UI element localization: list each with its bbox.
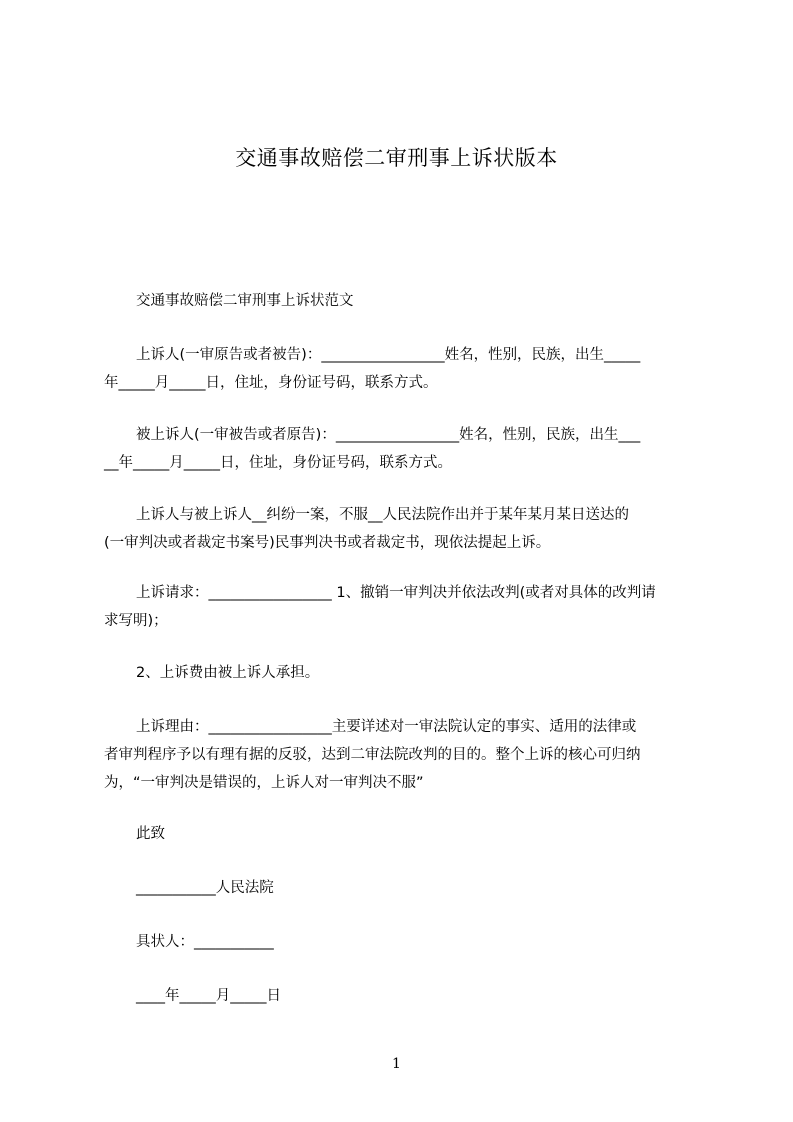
date-paragraph [104, 982, 736, 1010]
court-paragraph [104, 874, 736, 902]
appeal-reason-paragraph [104, 713, 704, 797]
case-statement-line-2: (一审判决或者裁定书案号)民事判决书或者裁定书，现依法提起上诉。 [104, 535, 551, 551]
appeal-reason-line-3: 为，“一审判决是错误的，上诉人对一审判决不服” [104, 775, 424, 791]
appeal-reason-line-1: 上诉理由：_________________主要详述对一审法院认定的事实、适用的法律或 [136, 719, 637, 735]
appellee-line-2: __年_____月_____日，住址，身份证号码，联系方式。 [104, 455, 452, 471]
appeal-request-paragraph [104, 579, 704, 635]
case-statement-paragraph [104, 501, 704, 557]
request-item-2-paragraph [104, 659, 736, 687]
page-number: 1 [392, 1056, 401, 1072]
signer-paragraph [104, 928, 736, 956]
appellant-line-1: 上诉人(一审原告或者被告)：_________________姓名，性别，民族，出生_____ [136, 347, 641, 363]
document-title: 交通事故赔偿二审刑事上诉状版本 [235, 146, 558, 170]
appeal-request-line-1: 上诉请求：_________________ 1、撤销一审判决并依法改判(或者对具体的改判请 [136, 585, 656, 601]
subtitle-line: 交通事故赔偿二审刑事上诉状范文 [136, 293, 354, 309]
request-item-2-line: 2、上诉费由被上诉人承担。 [136, 665, 320, 681]
date-line: ____年_____月_____日 [136, 988, 281, 1004]
appellee-line-1: 被上诉人(一审被告或者原告)：_________________姓名，性别，民族，出生___ [136, 427, 641, 443]
appellant-line-2: 年_____月_____日，住址，身份证号码，联系方式。 [104, 375, 438, 391]
subtitle-paragraph [104, 287, 736, 315]
case-statement-line-1: 上诉人与被上诉人__纠纷一案，不服__人民法院作出并于某年某月某日送达的 [136, 507, 629, 523]
court-line: ___________人民法院 [136, 880, 274, 896]
appeal-reason-line-2: 者审判程序予以有理有据的反驳，达到二审法院改判的目的。整个上诉的核心可归纳 [104, 747, 641, 763]
salutation-line: 此致 [136, 826, 165, 842]
salutation-paragraph [104, 820, 736, 848]
appeal-request-line-2: 求写明)； [104, 613, 168, 629]
appellee-paragraph [104, 421, 704, 477]
signer-line: 具状人：___________ [136, 934, 274, 950]
appellant-paragraph [104, 341, 704, 397]
